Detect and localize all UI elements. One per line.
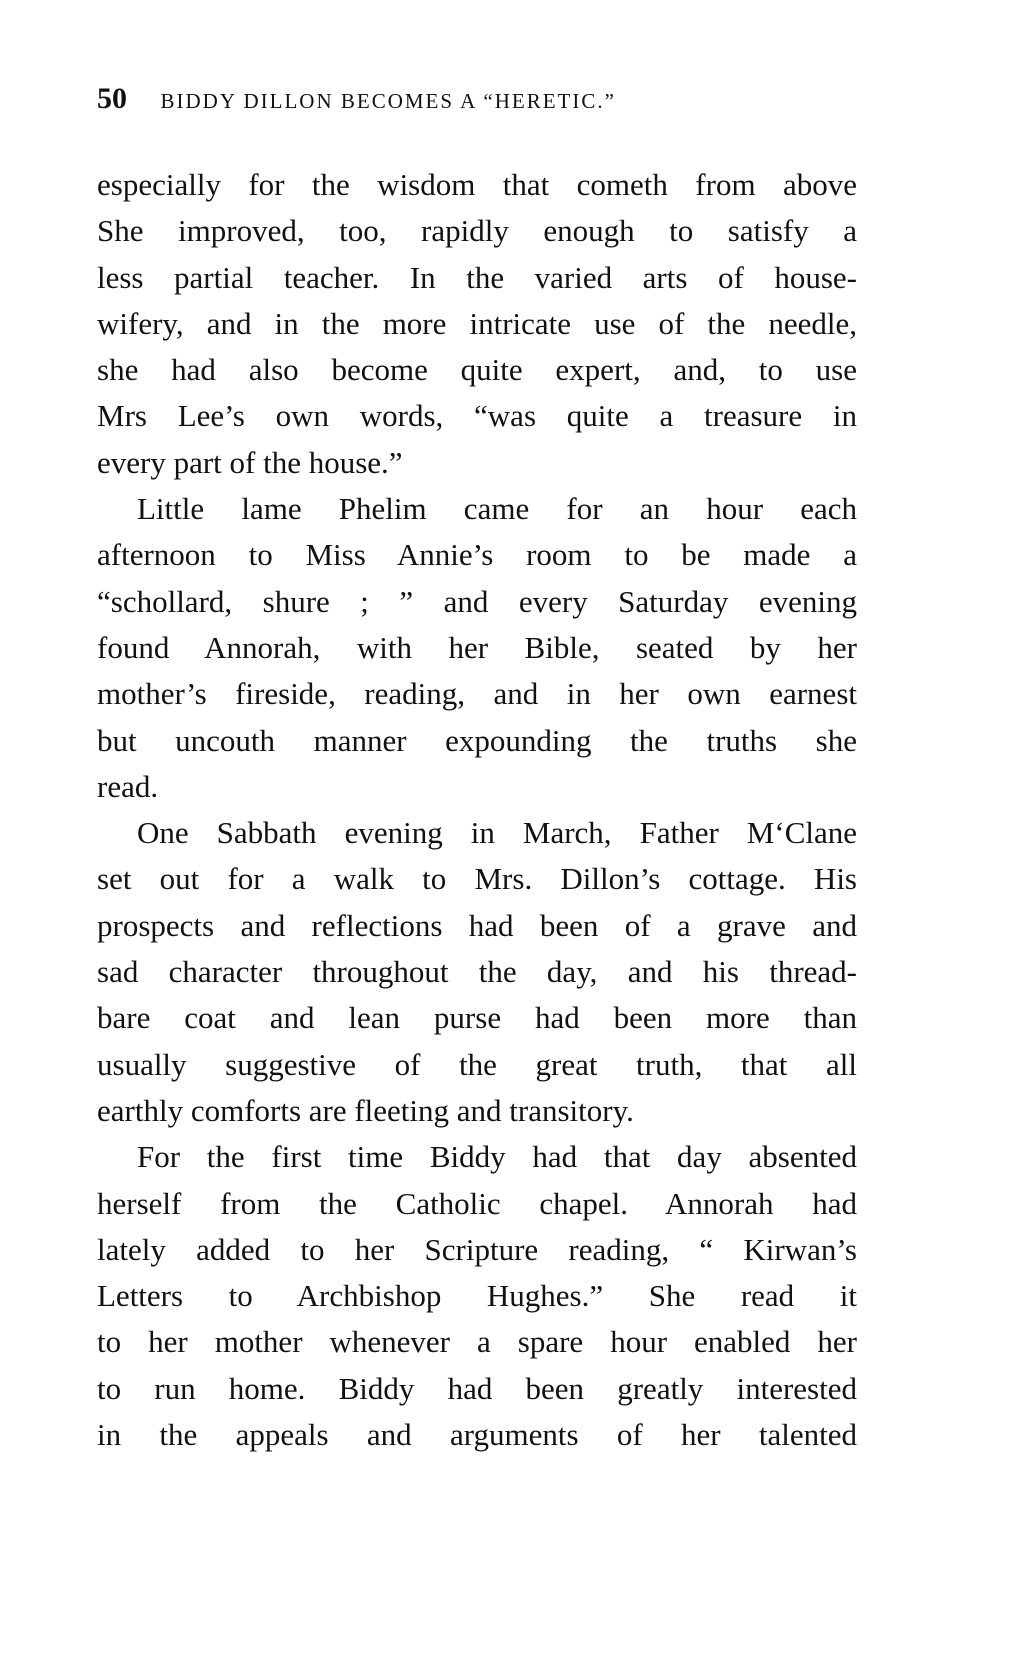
text-line: mother’s fireside, reading, and in her own earnest [97, 676, 857, 712]
text-line: set out for a walk to Mrs. Dillon’s cottage. His [97, 861, 857, 897]
text-line: to her mother whenever a spare hour enabled her [97, 1324, 857, 1360]
text-line: wifery, and in the more intricate use of the needle, [97, 305, 857, 341]
text-line: less partial teacher. In the varied arts of house- [97, 259, 857, 295]
text-line: “schollard, shure ; ” and every Saturday evening [97, 583, 857, 619]
text-line: herself from the Catholic chapel. Annorah had [97, 1185, 857, 1221]
text-line: sad character throughout the day, and his thread- [97, 954, 857, 990]
running-title: BIDDY DILLON BECOMES A “HERETIC.” [160, 89, 616, 113]
text-line: Little lame Phelim came for an hour each [137, 491, 857, 527]
text-line: in the appeals and arguments of her talented [97, 1417, 857, 1453]
text-line: She improved, too, rapidly enough to satisfy a [97, 213, 857, 249]
text-line: to run home. Biddy had been greatly interested [97, 1370, 857, 1406]
text-line: especially for the wisdom that cometh from above [97, 167, 857, 202]
text-line: For the first time Biddy had that day absented [137, 1139, 857, 1175]
text-line: afternoon to Miss Annie’s room to be made a [97, 537, 857, 573]
text-line: but uncouth manner expounding the truths she [97, 722, 857, 758]
text-line: read. [97, 768, 159, 804]
text-line: found Annorah, with her Bible, seated by her [97, 629, 857, 665]
text-line: usually suggestive of the great truth, that all [97, 1046, 857, 1082]
text-line: prospects and reflections had been of a grave and [97, 907, 857, 943]
text-line: bare coat and lean purse had been more than [97, 1000, 857, 1036]
text-line: every part of the house.” [97, 444, 403, 480]
page-body [97, 162, 857, 1458]
text-line: Mrs Lee’s own words, “was quite a treasure in [97, 398, 857, 434]
text-line: Letters to Archbishop Hughes.” She read it [97, 1278, 857, 1314]
text-line: One Sabbath evening in March, Father M‘Clane [137, 815, 857, 851]
text-line: lately added to her Scripture reading, “ Kirwan’s [97, 1231, 857, 1267]
text-line: she had also become quite expert, and, to use [97, 352, 857, 388]
page-number: 50 [97, 82, 127, 115]
running-header [97, 82, 797, 116]
text-line: earthly comforts are fleeting and transitory. [97, 1092, 634, 1128]
